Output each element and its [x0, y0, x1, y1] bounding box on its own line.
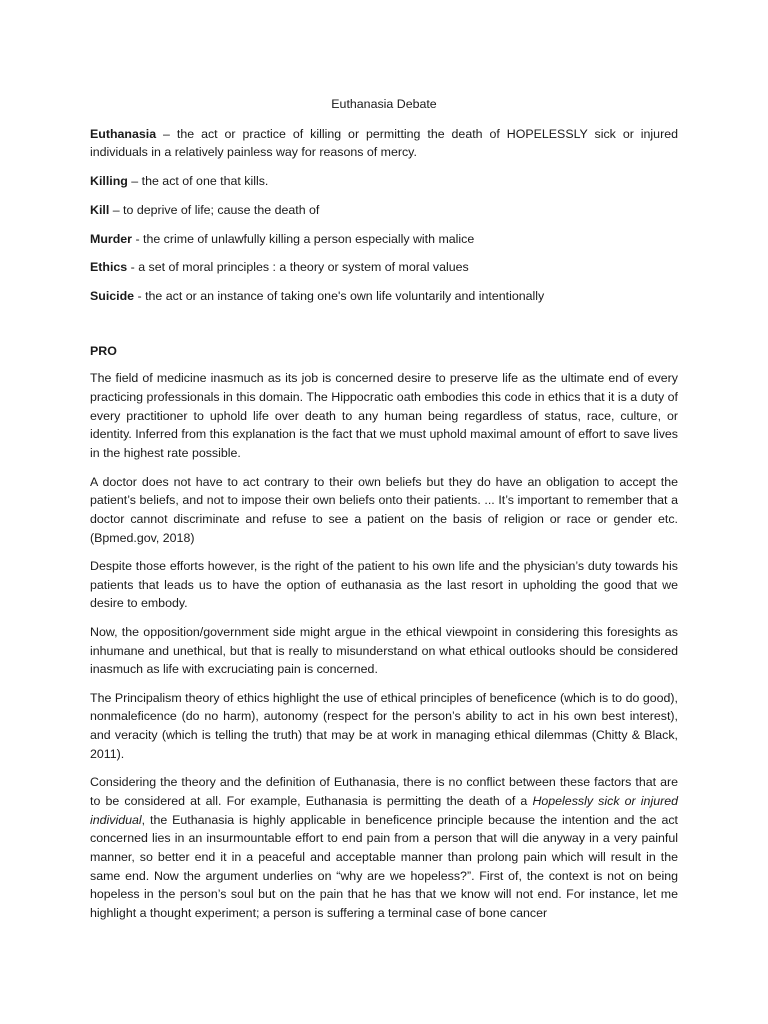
definition-murder [90, 230, 678, 249]
paragraph-text: Considering the theory and the definition of Euthanasia, there is no conflict between these factors that are to be considered at all. For example, Euthanasia is permitting the death of a [90, 775, 678, 808]
body-paragraph: The Principalism theory of ethics highlight the use of ethical principles of beneficence (which is to do good), nonmaleficence (do no harm), autonomy (respect for the person’s ability to act in his own best interest), and veracity (which is telling the truth) that may be at work in managing ethical dilemmas (Chitty & Black, 2011). [90, 690, 678, 761]
body-paragraph: Despite those efforts however, is the right of the patient to his own life and the physician’s duty towards his patients that leads us to have the option of euthanasia as the last resort in upholding the good that we desire to embody. [90, 559, 678, 611]
section-heading-pro: PRO [90, 343, 117, 358]
body-paragraph: A doctor does not have to act contrary to their own beliefs but they do have an obligation to accept the patient’s beliefs, and not to impose their own beliefs onto their patients. ... It’s important to remember that a doctor cannot discriminate and refuse to see a patient on the basis of religion or race or gender etc. (Bpmed.gov, 2018) [90, 474, 678, 545]
definition-term: Euthanasia [90, 126, 157, 141]
paragraph-text: , the Euthanasia is highly applicable in beneficence principle because the intention and the act concerned lies in an insurmountable effort to end pain from a person that will die anyway in a very painful manner, so better end it in a peaceful and acceptable manner than prolong pain which will result in the same end. Now the argument underlies on “why are we hopeless?”. First of, the context is not on being hopeless in the person’s soul but on the pain that he has that we know will not end. For instance, let me highlight a thought experiment; a person is suffering a terminal case of bone cancer [90, 812, 678, 921]
body-paragraph: The field of medicine inasmuch as its job is concerned desire to preserve life as the ultimate end of every practicing professionals in this domain. The Hippocratic oath embodies this code in ethics that it is a duty of every practitioner to uphold life over death to any human being regardless of status, race, culture, or identity. Inferred from this explanation is the fact that we must uphold maximal amount of effort to save lives in the highest rate possible. [90, 371, 678, 461]
definition-text: - the act or an instance of taking one's own life voluntarily and intentionally [134, 288, 545, 303]
definition-text: - the crime of unlawfully killing a person especially with malice [132, 231, 475, 246]
definition-text: – to deprive of life; cause the death of [109, 202, 320, 217]
definition-euthanasia [90, 125, 678, 162]
definition-term: Ethics [90, 260, 128, 275]
definition-term: Killing [90, 174, 128, 189]
definition-killing [90, 172, 678, 191]
definition-text: – the act of one that kills. [127, 174, 269, 189]
definition-term: Suicide [90, 288, 135, 303]
document-content [90, 95, 678, 932]
definition-ethics [90, 258, 678, 277]
definition-term: Kill [90, 202, 110, 217]
body-paragraph-last [90, 773, 678, 923]
definition-kill [90, 201, 678, 220]
definition-suicide [90, 287, 678, 306]
definition-text: - a set of moral principles : a theory or system of moral values [127, 260, 469, 275]
definition-term: Murder [90, 231, 132, 246]
italic-phrase: Hopelessly sick or injured individual [90, 793, 678, 827]
body-paragraph: Now, the opposition/government side might argue in the ethical viewpoint in considering this foresights as inhumane and unethical, but that is really to misunderstand on what ethical outlooks should be considered inasmuch as life with excruciating pain is concerned. [90, 624, 678, 677]
definition-text: – the act or practice of killing or permitting the death of HOPELESSLY sick or injured individuals in a relatively painless way for reasons of mercy. [90, 126, 678, 160]
document-title: Euthanasia Debate [331, 97, 437, 111]
